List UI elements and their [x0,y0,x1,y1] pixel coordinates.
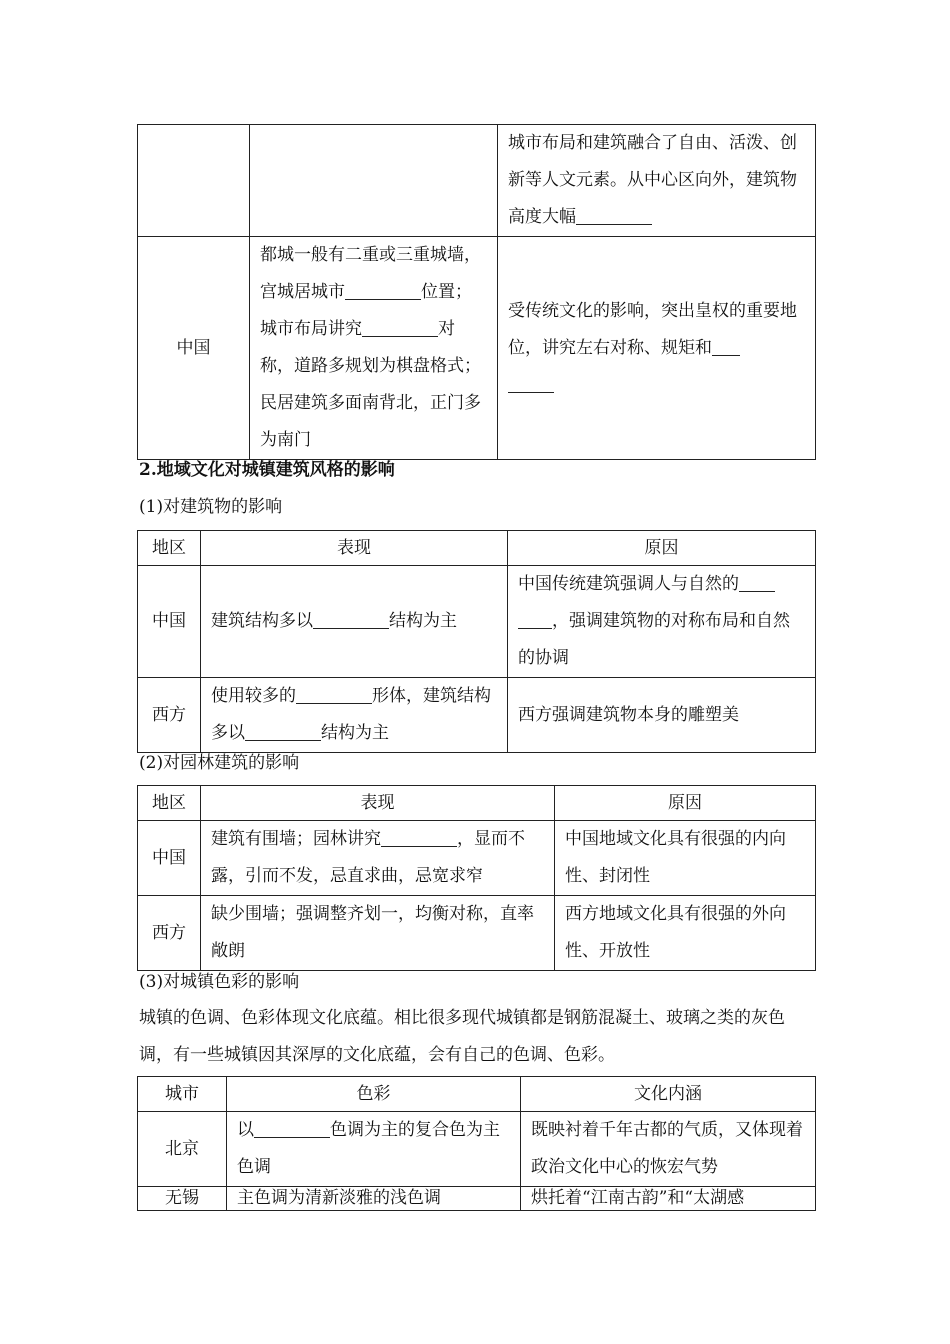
answer-blank [508,374,554,393]
answer-blank [345,281,421,300]
column-header: 色彩 [227,1077,521,1112]
reason-cell [498,125,816,237]
body-paragraph: 城镇的色调、色彩体现文化底蕴。相比很多现代城镇都是钢筋混凝土、玻璃之类的灰色调，有一些城镇因其深厚的文化底蕴，会有自己的色调、色彩。 [139,1008,785,1065]
feature-cell [250,125,498,237]
table-row [138,1112,816,1187]
feature-cell [201,566,508,678]
feature-text: 建筑有围墙；园林讲究 [211,829,381,849]
building-influence-table [137,530,816,753]
answer-blank [245,722,321,741]
answer-blank [712,337,740,356]
city-cell: 无锡 [138,1187,227,1211]
garden-influence-table [137,785,816,971]
answer-blank [313,610,389,629]
color-text: 以 [237,1120,254,1140]
column-header: 城市 [138,1077,227,1112]
answer-blank [362,318,438,337]
table-row [138,1187,816,1211]
table-header-row [138,1077,816,1112]
answer-blank [254,1119,330,1138]
reason-text: 城市布局和建筑融合了自由、活泼、创新等人文元素。从中心区向外，建筑物高度大幅 [508,133,797,227]
reason-cell: 西方地域文化具有很强的外向性、开放性 [555,896,816,971]
meaning-cell: 烘托着“江南古韵”和“太湖感 [521,1187,816,1211]
feature-text: 对称，道路多规划为棋盘格式；民居建筑多面南背北，正门多为南门 [260,319,481,450]
subsection-title: (1)对建筑物的影响 [139,497,283,517]
feature-text: ，显而不露，引而不发，忌直求曲，忌宽求窄 [211,829,525,886]
region-cell [138,125,250,237]
column-header: 表现 [201,531,508,566]
feature-text: 建筑结构多以 [211,611,313,631]
answer-blank [296,685,372,704]
answer-blank [381,828,457,847]
answer-blank [576,206,652,225]
feature-cell: 缺少围墙；强调整齐划一，均衡对称，直率敞朗 [201,896,555,971]
table-row [138,566,816,678]
reason-text: 中国传统建筑强调人与自然的 [518,574,739,594]
color-cell: 主色调为清新淡雅的浅色调 [227,1187,521,1211]
column-header: 原因 [555,786,816,821]
table-header-row [138,786,816,821]
reason-cell: 西方强调建筑物本身的雕塑美 [508,678,816,753]
table-row [138,237,816,460]
feature-text: 都城一般有二重或三重城墙，宫城居城市 [260,245,481,302]
region-cell: 中国 [138,566,201,678]
subsection-title: (3)对城镇色彩的影响 [139,972,300,992]
table-row [138,678,816,753]
answer-blank [518,610,552,629]
feature-text: 结构为主 [389,611,457,631]
table-row [138,125,816,237]
feature-text: 形体，建筑结构多以 [211,686,491,743]
reason-cell [508,566,816,678]
reason-cell: 中国地域文化具有很强的内向性、封闭性 [555,821,816,896]
column-header: 表现 [201,786,555,821]
section-heading: 2.地域文化对城镇建筑风格的影响 [139,460,395,480]
feature-text: 结构为主 [321,723,389,743]
feature-text: 使用较多的 [211,686,296,706]
region-cell: 中国 [138,821,201,896]
column-header: 地区 [138,786,201,821]
feature-cell [201,821,555,896]
region-cell: 西方 [138,896,201,971]
table-row [138,896,816,971]
city-color-table [137,1076,816,1211]
city-layout-table [137,124,816,460]
column-header: 文化内涵 [521,1077,816,1112]
answer-blank [739,573,775,592]
feature-cell [250,237,498,460]
color-cell [227,1112,521,1187]
column-header: 地区 [138,531,201,566]
meaning-cell: 既映衬着千年古都的气质，又体现着政治文化中心的恢宏气势 [521,1112,816,1187]
reason-text: 受传统文化的影响，突出皇权的重要地位，讲究左右对称、规矩和 [508,300,797,358]
city-cell: 北京 [138,1112,227,1187]
color-text: 色调为主的复合色为主色调 [237,1120,500,1177]
region-cell: 西方 [138,678,201,753]
region-cell: 中国 [138,237,250,460]
feature-cell [201,678,508,753]
subsection-title: (2)对园林建筑的影响 [139,753,300,773]
reason-cell [498,237,816,460]
feature-text: 位置；城市布局讲究 [260,282,472,339]
column-header: 原因 [508,531,816,566]
table-row [138,821,816,896]
reason-text: ，强调建筑物的对称布局和自然的协调 [518,611,790,668]
table-header-row [138,531,816,566]
